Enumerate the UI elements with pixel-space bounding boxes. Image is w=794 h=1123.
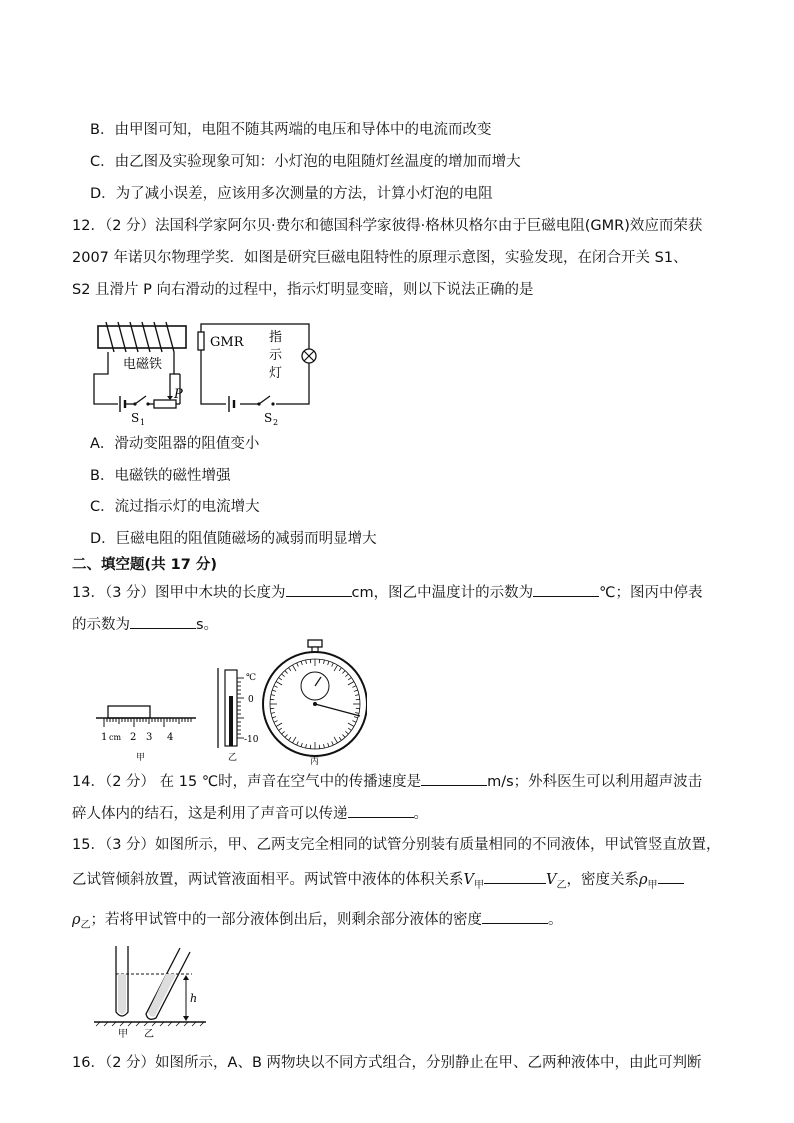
q13-measurement-figures <box>92 636 367 766</box>
q11-option-b: B．由甲图可知，电阻不随其两端的电压和导体中的电流而改变 <box>90 122 492 138</box>
figure-yi-label: 乙 <box>228 753 238 763</box>
q15-blank-volume <box>484 869 546 884</box>
height-label: h <box>190 992 198 1005</box>
lamp-label-3: 灯 <box>269 366 283 381</box>
lamp-label-2: 示 <box>269 348 283 363</box>
figure-bing-label: 丙 <box>310 757 320 766</box>
thermometer-unit: ℃ <box>246 673 257 683</box>
q13-blank-stopwatch <box>130 614 196 629</box>
tube-jia-label: 甲 <box>118 1029 128 1040</box>
test-tubes-diagram <box>92 940 212 1040</box>
switch-s1 <box>135 396 146 404</box>
thermometer-ticks <box>237 678 244 738</box>
gmr-circuit-diagram <box>88 318 318 428</box>
q12-stem-line3: S2 且滑片 P 向右滑动的过程中，指示灯明显变暗，则以下说法正确的是 <box>72 282 534 298</box>
gmr-label: GMR <box>210 335 244 350</box>
q12-option-c: C．流过指示灯的电流增大 <box>90 499 260 515</box>
q12-option-a: A．滑动变阻器的阻值变小 <box>90 436 260 452</box>
q14-stem-line1: 14．（2 分） 在 15 ℃时，声音在空气中的传播速度是 m/s；外科医生可以利用超声波击 <box>72 771 702 792</box>
q15-stem-line3: $\rho_乙$；若将甲试管中的一部分液体倒出后，则剩余部分液体的密度 。 <box>72 909 563 936</box>
s2-label: S <box>264 411 273 425</box>
ruler-label-1: 1 <box>101 732 108 743</box>
q15-blank-density <box>658 869 684 884</box>
q14-blank-energy <box>348 803 414 818</box>
q14-stem-line2: 碎人体内的结石，这是利用了声音可以传递 。 <box>72 803 428 824</box>
ruler-label-4: 4 <box>167 732 174 743</box>
ruler-label-cm: cm <box>109 733 122 742</box>
q15-stem-line1: 15．（3 分）如图所示，甲、乙两支完全相同的试管分别装有质量相同的不同液体，甲试管竖直放置， <box>72 837 721 853</box>
lamp-label-1: 指 <box>269 330 283 345</box>
ruler-label-2: 2 <box>130 732 137 743</box>
electromagnet-core <box>98 326 186 348</box>
thermometer-liquid <box>229 696 233 746</box>
q13-blank-temperature <box>533 582 599 597</box>
s2-subscript: 2 <box>273 418 279 427</box>
gmr-resistor <box>198 332 204 350</box>
q13-stem-line2: 的示数为 s。 <box>72 614 218 635</box>
q13-stem-line1: 13．（3 分）图甲中木块的长度为 cm，图乙中温度计的示数为 ℃；图丙中停表 <box>72 582 702 603</box>
q11-option-d: D．为了减小误差，应该用多次测量的方法，计算小灯泡的电阻 <box>90 186 493 202</box>
ruler-label-3: 3 <box>146 732 153 743</box>
q12-option-b: B．电磁铁的磁性增强 <box>90 468 231 484</box>
ruler-ticks <box>104 718 191 727</box>
q13-blank-length <box>286 582 352 597</box>
section-fill-in-title: 二、填空题(共 17 分) <box>72 557 218 573</box>
stopwatch-crown <box>308 640 322 647</box>
q11-option-c: C．由乙图及实验现象可知：小灯泡的电阻随灯丝温度的增加而增大 <box>90 154 521 170</box>
q15-stem-line2: 乙试管倾斜放置，两试管液面相平。两试管中液体的体积关系$V_甲$ $V_乙$，密度关系$\rho_甲$ <box>72 869 684 896</box>
electromagnet-label: 电磁铁 <box>123 357 163 372</box>
q12-stem-line1: 12．（2 分）法国科学家阿尔贝·费尔和德国科学家彼得·格林贝格尔由于巨磁电阻(GMR)效应而荣获 <box>72 218 703 234</box>
thermometer-zero: 0 <box>248 695 254 705</box>
q14-blank-speed <box>421 771 487 786</box>
s1-subscript: 1 <box>140 418 146 427</box>
thermometer-minus-ten: -10 <box>244 735 259 745</box>
figure-jia-label: 甲 <box>136 753 146 763</box>
q16-stem-line1: 16．（2 分）如图所示，A、B 两物块以不同方式组合，分别静止在甲、乙两种液体中，由此可判断 <box>72 1055 702 1071</box>
q12-option-d: D．巨磁电阻的阻值随磁场的减弱而明显增大 <box>90 531 377 547</box>
wood-block <box>108 706 150 718</box>
q12-stem-line2: 2007 年诺贝尔物理学奖．如图是研究巨磁电阻特性的原理示意图，实验发现，在闭合开关 S1、 <box>72 250 688 266</box>
slider-p-label: P <box>174 387 183 402</box>
s1-label: S <box>131 411 140 425</box>
q15-blank-remaining-density <box>482 909 548 924</box>
tube-yi-label: 乙 <box>144 1029 154 1040</box>
rheostat <box>154 400 176 408</box>
